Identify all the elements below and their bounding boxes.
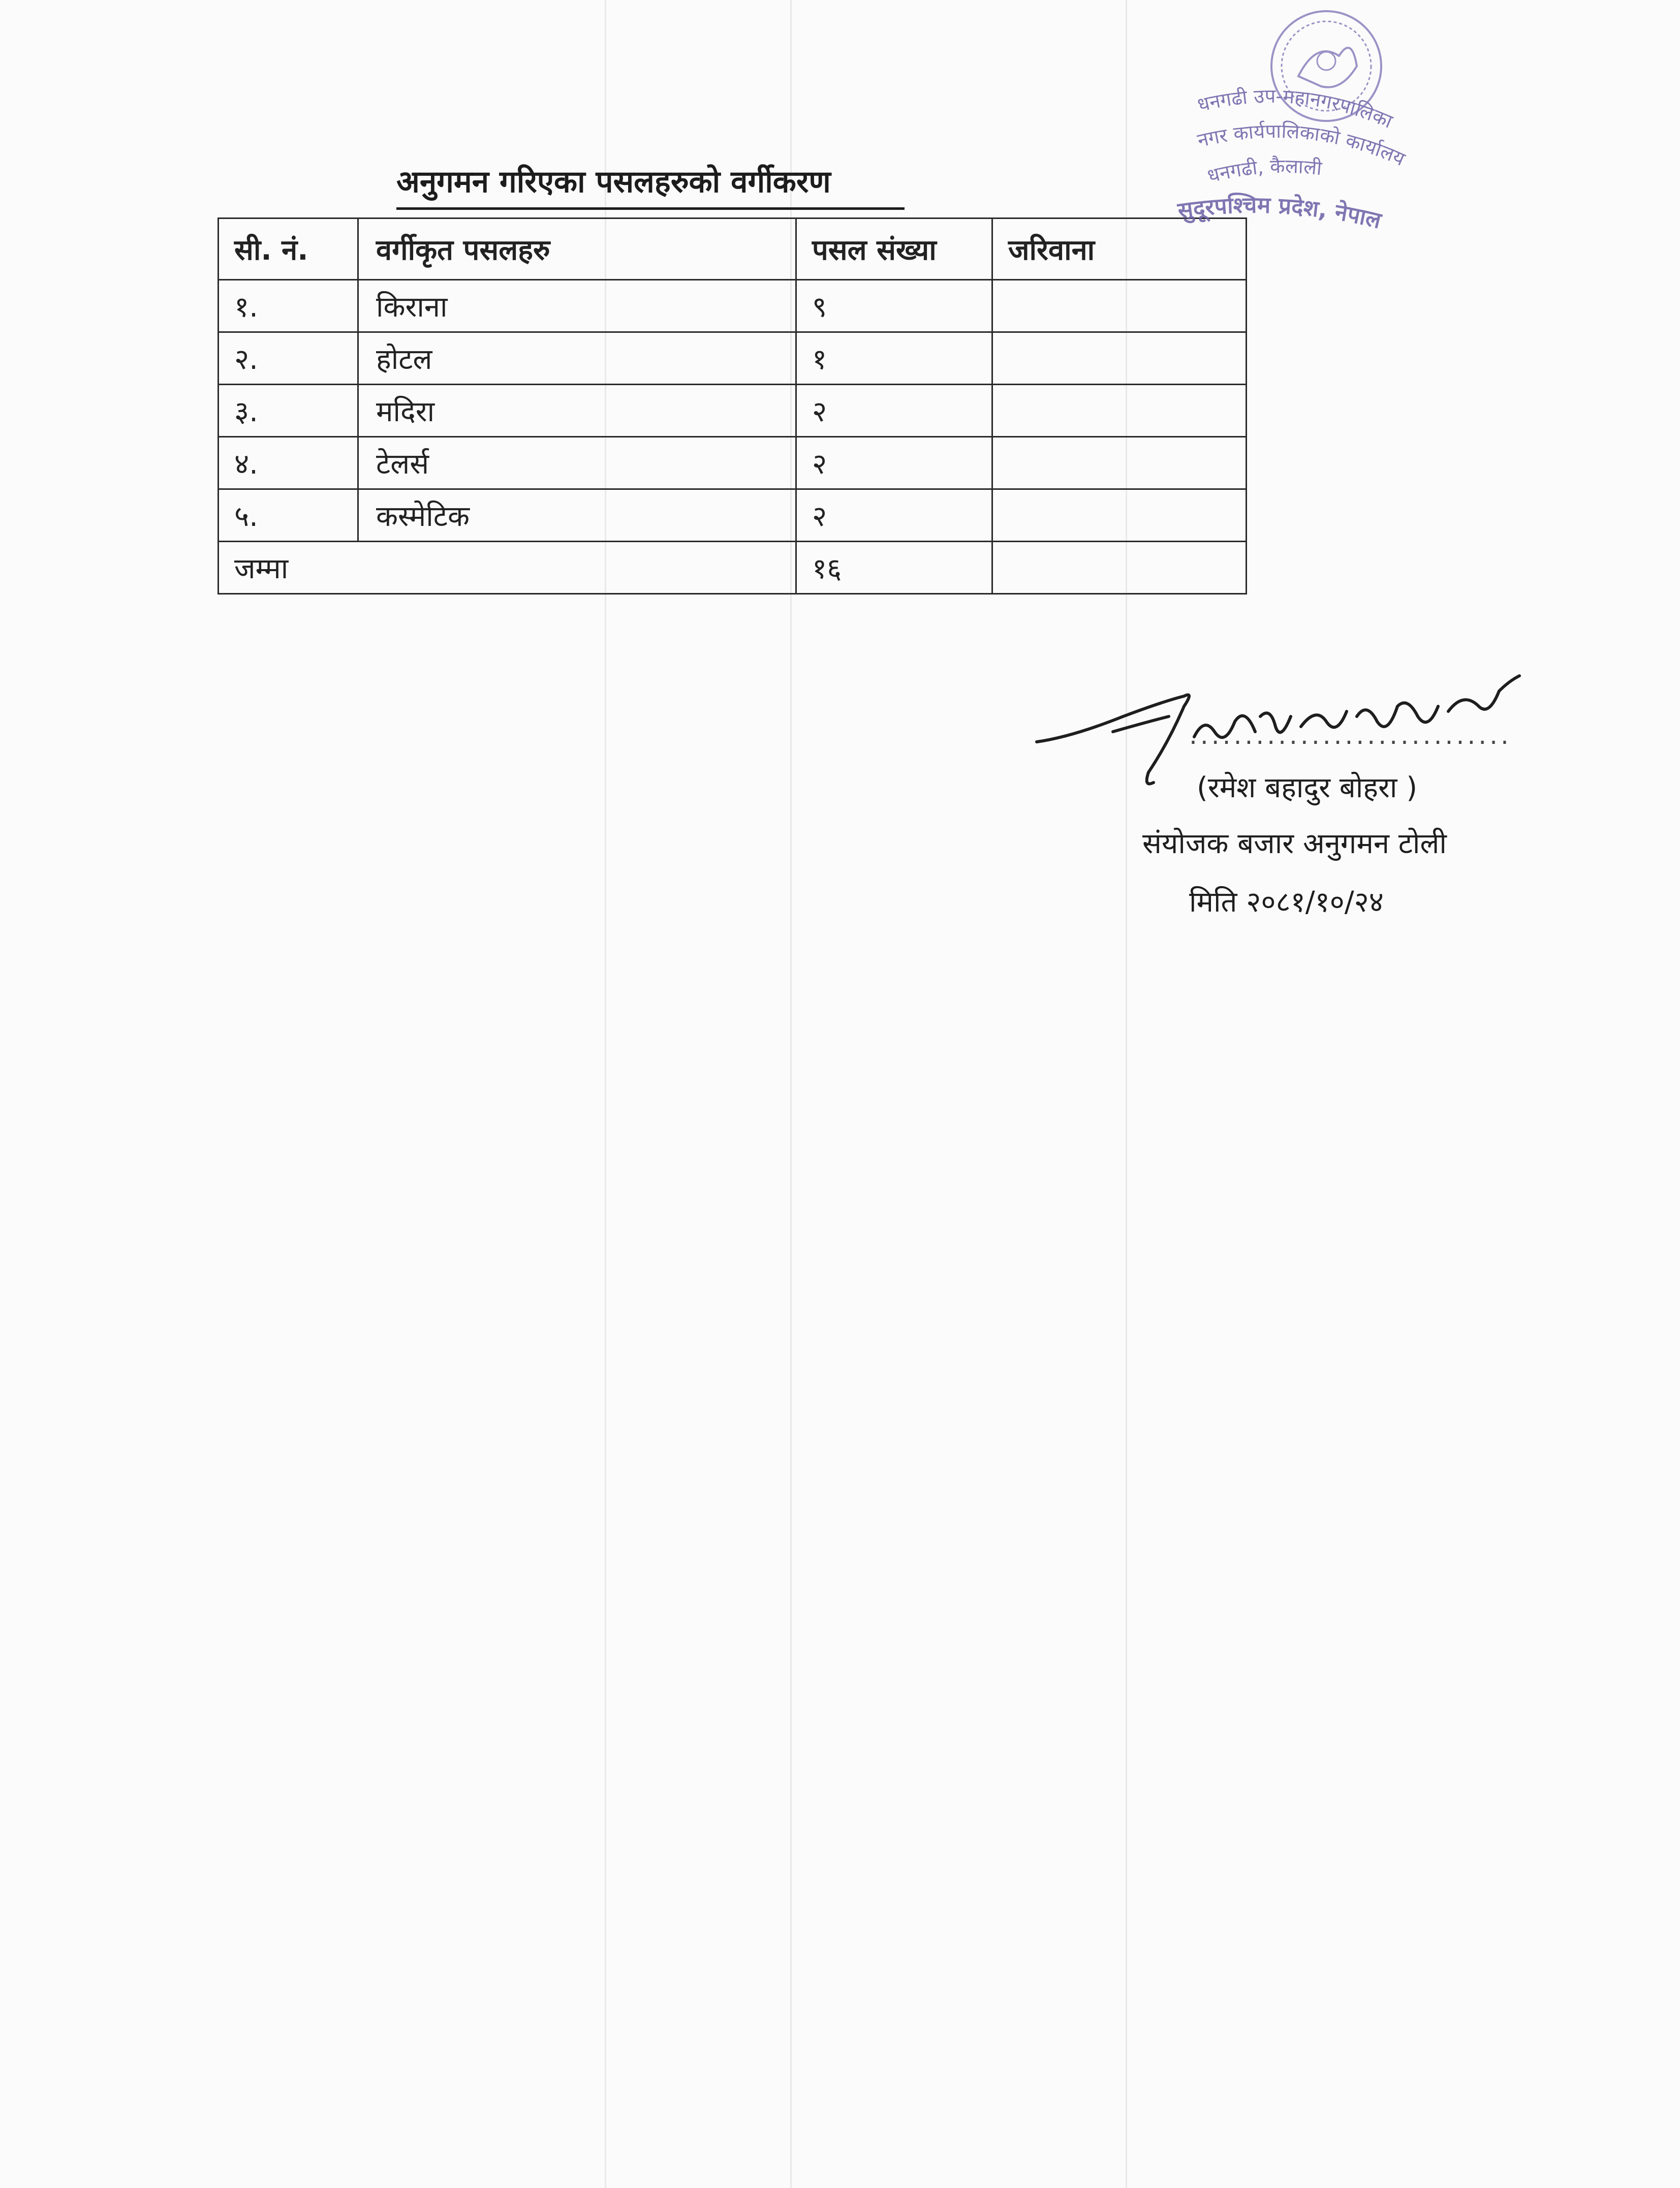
- table-row: [219, 437, 1247, 489]
- row-fine: [992, 332, 1247, 385]
- stamp-emblem-sun: [1317, 52, 1335, 70]
- row-category: किराना: [358, 280, 796, 332]
- stamp-text-line: सुदूरपश्चिम प्रदेश, नेपाल: [1176, 192, 1384, 234]
- row-category: होटल: [358, 332, 796, 385]
- row-serial: ५.: [219, 489, 358, 542]
- table-row: [219, 385, 1247, 437]
- header-serial: सी. नं.: [219, 218, 358, 280]
- signatory-name: (रमेश बहादुर बोहरा ): [1197, 771, 1418, 804]
- signature-stroke: [1448, 676, 1519, 711]
- row-count: ९: [796, 280, 992, 332]
- total-fine: [992, 542, 1247, 594]
- header-fine: जरिवाना: [992, 218, 1247, 280]
- table-row: [219, 280, 1247, 332]
- stamp-text-line: नगर कार्यपालिकाको कार्यालय: [1195, 119, 1409, 171]
- stamp-emblem: [1298, 48, 1357, 87]
- row-fine: [992, 385, 1247, 437]
- row-count: २: [796, 437, 992, 489]
- row-category: टेलर्स: [358, 437, 796, 489]
- table-total-row: [219, 542, 1247, 594]
- signatory-designation: संयोजक बजार अनुगमन टोली: [1142, 827, 1447, 860]
- row-serial: २.: [219, 332, 358, 385]
- table-header-row: [219, 218, 1247, 280]
- header-shop-count: पसल संख्या: [796, 218, 992, 280]
- row-count: २: [796, 385, 992, 437]
- row-serial: ३.: [219, 385, 358, 437]
- shop-classification-table: [217, 217, 1247, 595]
- table-row: [219, 332, 1247, 385]
- document-title: अनुगमन गरिएका पसलहरुको वर्गीकरण: [396, 164, 831, 200]
- row-fine: [992, 437, 1247, 489]
- office-stamp-seal: [1169, 5, 1453, 259]
- row-count: १: [796, 332, 992, 385]
- total-count: १६: [796, 542, 992, 594]
- stamp-text-line: धनगढी, कैलाली: [1205, 154, 1323, 187]
- row-fine: [992, 489, 1247, 542]
- row-fine: [992, 280, 1247, 332]
- total-label: जम्मा: [219, 542, 796, 594]
- row-count: २: [796, 489, 992, 542]
- title-underline: [396, 207, 905, 210]
- signature-line: .............................: [1189, 721, 1512, 750]
- row-serial: ४.: [219, 437, 358, 489]
- row-category: कस्मेटिक: [358, 489, 796, 542]
- signature-stroke: [1037, 695, 1189, 784]
- signatory-date: मिति २०८१/१०/२४: [1189, 886, 1384, 919]
- stamp-text-line: धनगढी उप-महानगरपालिका: [1195, 84, 1396, 133]
- row-category: मदिरा: [358, 385, 796, 437]
- header-category: वर्गीकृत पसलहरु: [358, 218, 796, 280]
- table-row: [219, 489, 1247, 542]
- row-serial: १.: [219, 280, 358, 332]
